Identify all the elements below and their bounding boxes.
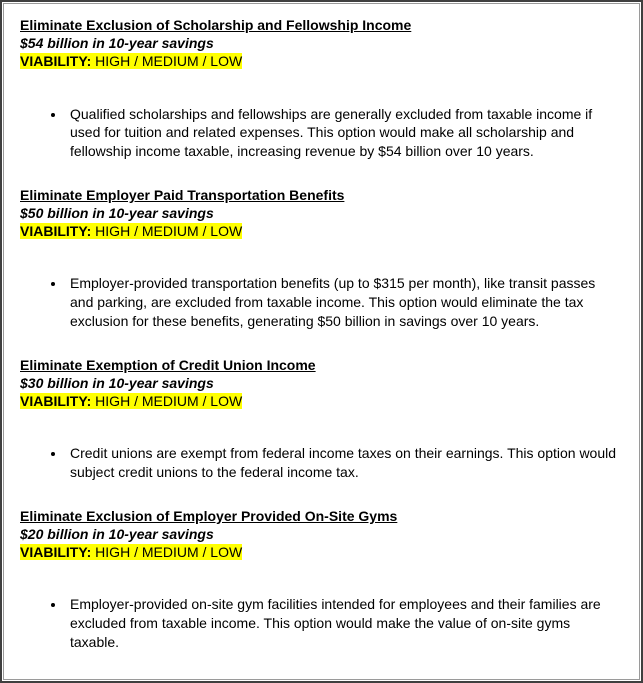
viability-line bbox=[20, 543, 619, 561]
viability-line bbox=[20, 392, 619, 410]
savings-line: $54 billion in 10-year savings bbox=[20, 35, 214, 52]
savings-line: $50 billion in 10-year savings bbox=[20, 205, 214, 221]
viability-label: VIABILITY: bbox=[20, 393, 92, 409]
bullet-item: • Credit unions are exempt from federal income taxes on their earnings. This option would subject credit unions to the federal income tax. bbox=[66, 444, 619, 482]
viability-options: HIGH / MEDIUM / LOW bbox=[91, 544, 243, 561]
bullet-list bbox=[20, 595, 619, 651]
savings-line: $30 billion in 10-year savings bbox=[20, 374, 214, 391]
viability-options: HIGH / MEDIUM / LOW bbox=[91, 393, 243, 409]
section-title: Eliminate Exclusion of Employer Provided On-Site Gyms bbox=[20, 507, 398, 524]
bullet-list bbox=[20, 444, 619, 482]
viability-options: HIGH / MEDIUM / LOW bbox=[91, 223, 243, 240]
bullet-list bbox=[20, 274, 619, 330]
policy-section bbox=[20, 16, 619, 161]
bullet-item: • Employer-provided on-site gym facilities intended for employees and their families are excluded from taxable income. This option would make the value of on-site gyms taxable. bbox=[66, 595, 619, 651]
bullet-list bbox=[20, 105, 619, 161]
viability-line bbox=[20, 52, 619, 70]
viability-label: VIABILITY: bbox=[20, 53, 92, 70]
policy-section bbox=[20, 186, 619, 331]
section-title: Eliminate Employer Paid Transportation Benefits bbox=[20, 186, 345, 203]
savings-line: $20 billion in 10-year savings bbox=[20, 525, 214, 542]
section-title: Eliminate Exemption of Credit Union Income bbox=[20, 356, 316, 373]
bullet-item: • Employer-provided transportation benefits (up to $315 per month), like transit passes and parking, are excluded from taxable income. This option would eliminate the tax exclusion for these benefits, generating $50 billion in savings over 10 years. bbox=[66, 274, 619, 330]
viability-options: HIGH / MEDIUM / LOW bbox=[91, 53, 243, 70]
viability-label: VIABILITY: bbox=[20, 544, 92, 561]
viability-label: VIABILITY: bbox=[20, 223, 92, 240]
section-title: Eliminate Exclusion of Scholarship and Fellowship Income bbox=[20, 17, 412, 33]
viability-line bbox=[20, 222, 619, 240]
policy-section bbox=[20, 507, 619, 652]
policy-section bbox=[20, 356, 619, 482]
bullet-item: • Qualified scholarships and fellowships are generally excluded from taxable income if used for tuition and related expenses. This option would make all scholarship and fellowship income taxable, increasing revenue by $54 billion over 10 years. bbox=[66, 105, 619, 161]
